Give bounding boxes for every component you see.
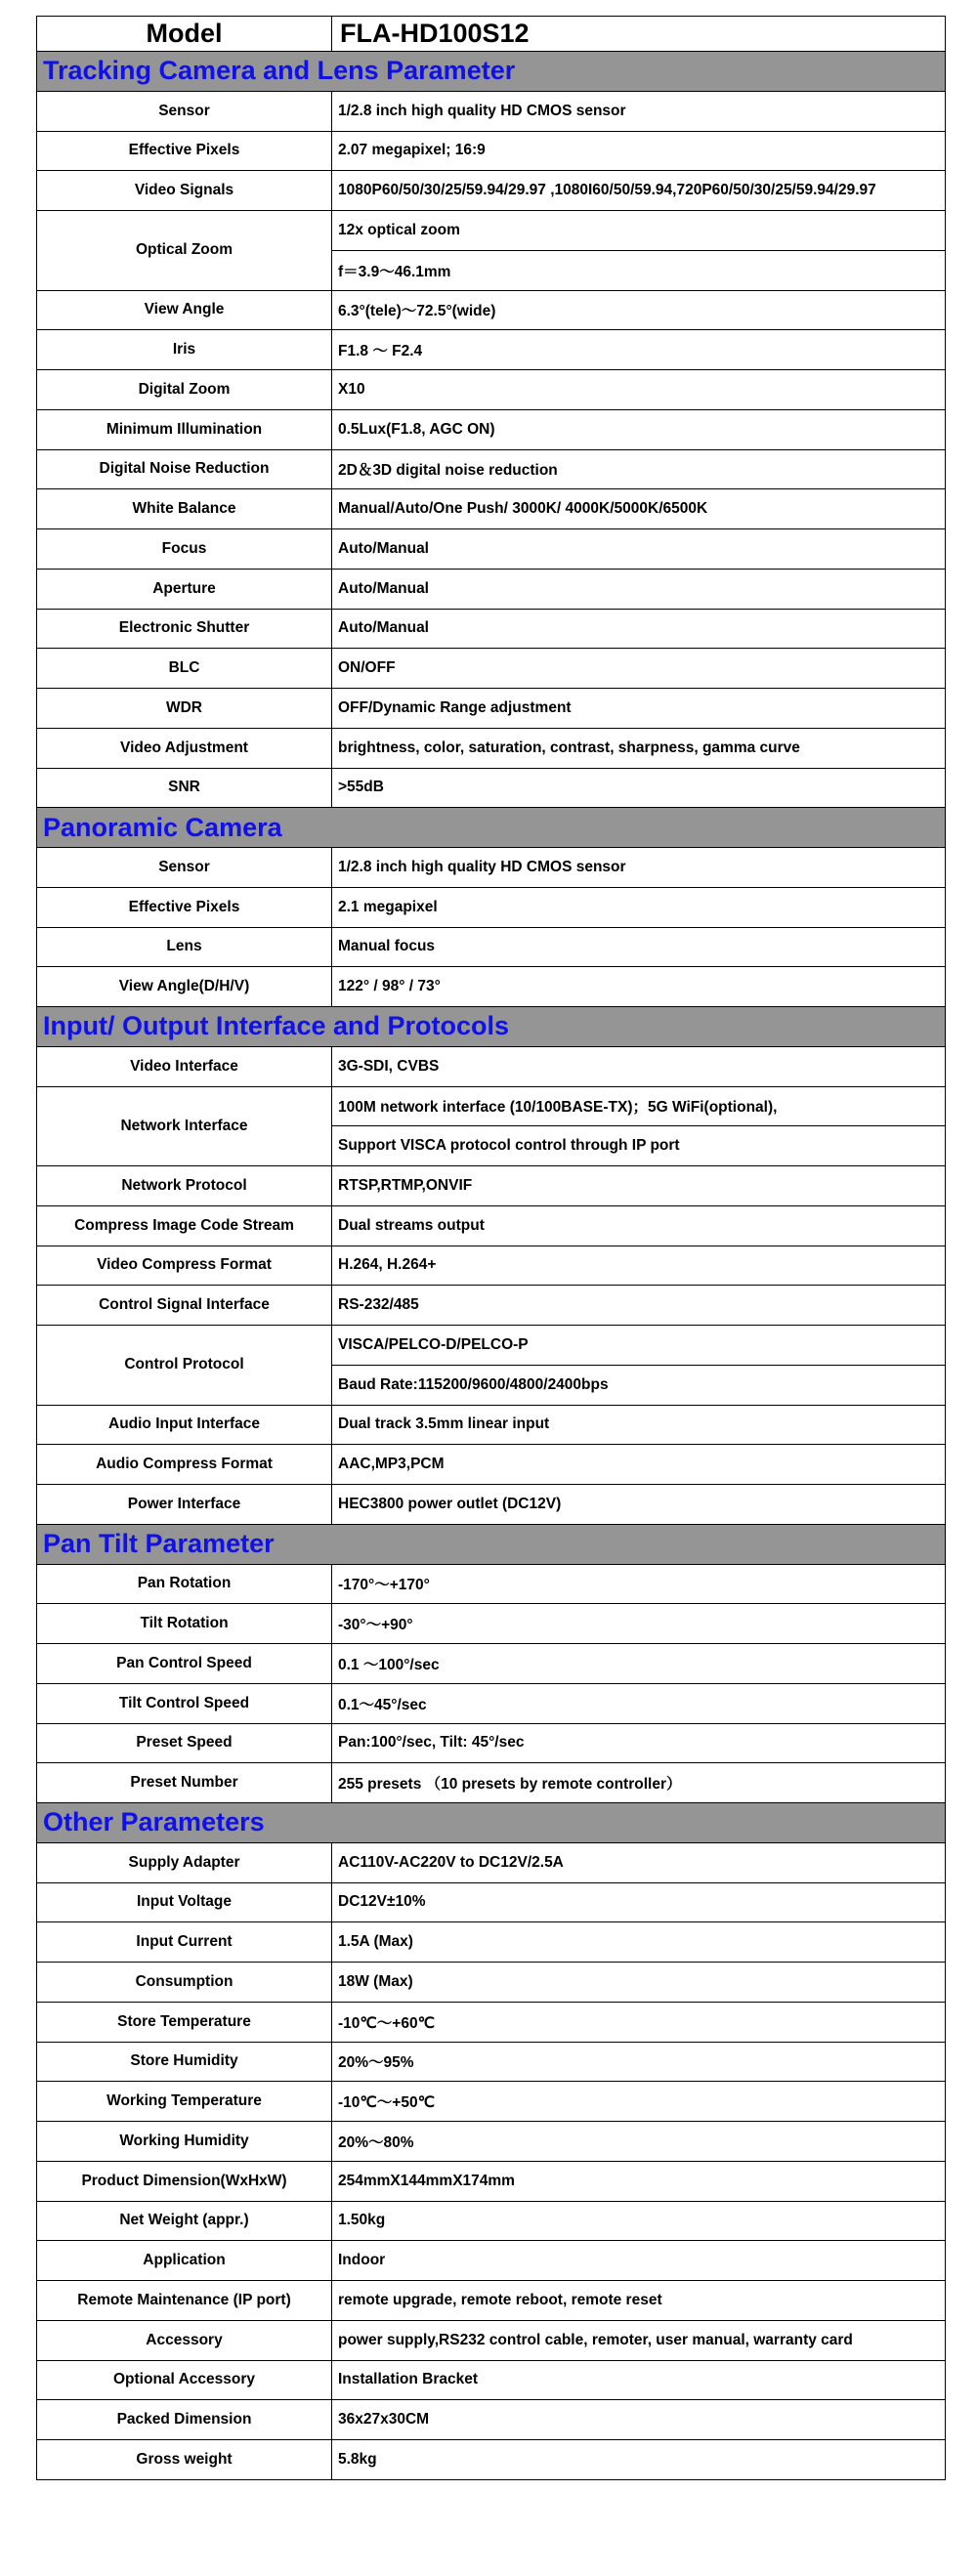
spec-value: Dual streams output <box>332 1205 946 1246</box>
spec-row <box>37 1046 946 1086</box>
spec-label: Accessory <box>37 2320 332 2360</box>
spec-value: X10 <box>332 370 946 410</box>
spec-label: Working Temperature <box>37 2082 332 2122</box>
spec-label: Lens <box>37 927 332 967</box>
section-title: Panoramic Camera <box>37 808 946 848</box>
spec-label: Preset Speed <box>37 1723 332 1763</box>
spec-value: 12x optical zoom <box>332 211 946 251</box>
spec-value: Support VISCA protocol control through IP port <box>332 1126 946 1166</box>
spec-value: 2.07 megapixel; 16:9 <box>332 131 946 171</box>
spec-label: Digital Noise Reduction <box>37 449 332 489</box>
spec-row <box>37 1246 946 1286</box>
spec-value: 0.1 ～100°/sec <box>332 1644 946 1684</box>
section-header <box>37 52 946 92</box>
spec-row <box>37 2042 946 2082</box>
spec-row <box>37 290 946 330</box>
spec-label: Packed Dimension <box>37 2400 332 2440</box>
spec-table <box>36 16 946 2480</box>
spec-row <box>37 2281 946 2321</box>
spec-value: 20%～80% <box>332 2122 946 2162</box>
spec-row <box>37 1086 946 1126</box>
spec-label: Minimum Illumination <box>37 409 332 449</box>
spec-value: -10℃～+60℃ <box>332 2002 946 2042</box>
spec-value: H.264, H.264+ <box>332 1246 946 1286</box>
spec-label: Power Interface <box>37 1485 332 1525</box>
spec-row <box>37 409 946 449</box>
spec-label: Electronic Shutter <box>37 609 332 649</box>
spec-value: brightness, color, saturation, contrast, sharpness, gamma curve <box>332 728 946 768</box>
spec-label: Aperture <box>37 569 332 609</box>
spec-value: f＝3.9～46.1mm <box>332 250 946 290</box>
spec-label: WDR <box>37 689 332 729</box>
spec-value: Dual track 3.5mm linear input <box>332 1405 946 1445</box>
spec-value: -30°～+90° <box>332 1604 946 1644</box>
spec-label: Product Dimension(WxHxW) <box>37 2161 332 2201</box>
spec-value: Manual/Auto/One Push/ 3000K/ 4000K/5000K/6500K <box>332 489 946 529</box>
model-row <box>37 17 946 52</box>
section-title: Other Parameters <box>37 1803 946 1843</box>
spec-row <box>37 649 946 689</box>
spec-value: AAC,MP3,PCM <box>332 1445 946 1485</box>
model-value: FLA-HD100S12 <box>332 17 946 52</box>
spec-label: Network Protocol <box>37 1166 332 1206</box>
spec-value: Auto/Manual <box>332 609 946 649</box>
spec-row <box>37 2440 946 2480</box>
spec-row <box>37 1286 946 1326</box>
spec-label: View Angle(D/H/V) <box>37 967 332 1007</box>
spec-label: Input Current <box>37 1922 332 1963</box>
spec-row <box>37 569 946 609</box>
spec-value: OFF/Dynamic Range adjustment <box>332 689 946 729</box>
spec-row <box>37 2082 946 2122</box>
spec-value: 36x27x30CM <box>332 2400 946 2440</box>
spec-row <box>37 728 946 768</box>
section-header <box>37 1007 946 1047</box>
spec-label: Video Signals <box>37 171 332 211</box>
spec-row <box>37 1723 946 1763</box>
spec-row <box>37 91 946 131</box>
spec-value: 3G-SDI, CVBS <box>332 1046 946 1086</box>
spec-label: Digital Zoom <box>37 370 332 410</box>
spec-value: DC12V±10% <box>332 1882 946 1922</box>
section-title: Tracking Camera and Lens Parameter <box>37 52 946 92</box>
spec-label: Effective Pixels <box>37 131 332 171</box>
spec-label: Supply Adapter <box>37 1842 332 1882</box>
spec-value: 255 presets （10 presets by remote controller） <box>332 1763 946 1803</box>
section-header <box>37 808 946 848</box>
spec-row <box>37 1882 946 1922</box>
spec-row <box>37 370 946 410</box>
spec-value: 0.5Lux(F1.8, AGC ON) <box>332 409 946 449</box>
spec-label: SNR <box>37 768 332 808</box>
spec-row <box>37 1963 946 2003</box>
spec-value: Auto/Manual <box>332 569 946 609</box>
spec-row <box>37 1763 946 1803</box>
spec-row <box>37 1683 946 1723</box>
spec-table-body <box>37 17 946 2480</box>
spec-row <box>37 1485 946 1525</box>
spec-label: Input Voltage <box>37 1882 332 1922</box>
spec-label: Audio Input Interface <box>37 1405 332 1445</box>
spec-value: -10℃～+50℃ <box>332 2082 946 2122</box>
spec-label: Consumption <box>37 1963 332 2003</box>
spec-row <box>37 1166 946 1206</box>
spec-row <box>37 887 946 927</box>
spec-row <box>37 1326 946 1366</box>
spec-label: Control Protocol <box>37 1326 332 1406</box>
spec-label: Focus <box>37 529 332 570</box>
spec-value: 2.1 megapixel <box>332 887 946 927</box>
spec-value: 1.5A (Max) <box>332 1922 946 1963</box>
spec-row <box>37 1205 946 1246</box>
spec-row <box>37 529 946 570</box>
spec-value: >55dB <box>332 768 946 808</box>
spec-value: 20%～95% <box>332 2042 946 2082</box>
spec-row <box>37 768 946 808</box>
spec-label: View Angle <box>37 290 332 330</box>
spec-label: Gross weight <box>37 2440 332 2480</box>
spec-label: BLC <box>37 649 332 689</box>
spec-label: Application <box>37 2241 332 2281</box>
spec-label: Preset Number <box>37 1763 332 1803</box>
spec-row <box>37 1922 946 1963</box>
spec-value: 254mmX144mmX174mm <box>332 2161 946 2201</box>
spec-value: 100M network interface (10/100BASE-TX)；5G WiFi(optional), <box>332 1086 946 1126</box>
model-label: Model <box>37 17 332 52</box>
spec-value: ON/OFF <box>332 649 946 689</box>
spec-row <box>37 689 946 729</box>
spec-row <box>37 848 946 888</box>
spec-value: -170°～+170° <box>332 1564 946 1604</box>
spec-value: VISCA/PELCO-D/PELCO-P <box>332 1326 946 1366</box>
spec-value: power supply,RS232 control cable, remoter, user manual, warranty card <box>332 2320 946 2360</box>
section-title: Pan Tilt Parameter <box>37 1524 946 1564</box>
spec-label: Sensor <box>37 848 332 888</box>
spec-row <box>37 609 946 649</box>
section-header <box>37 1524 946 1564</box>
spec-row <box>37 1445 946 1485</box>
spec-value: 1.50kg <box>332 2201 946 2241</box>
spec-value: 1/2.8 inch high quality HD CMOS sensor <box>332 91 946 131</box>
spec-row <box>37 330 946 370</box>
spec-label: Effective Pixels <box>37 887 332 927</box>
spec-value: Indoor <box>332 2241 946 2281</box>
spec-label: Optional Accessory <box>37 2360 332 2400</box>
section-header <box>37 1803 946 1843</box>
spec-value: RTSP,RTMP,ONVIF <box>332 1166 946 1206</box>
spec-label: Control Signal Interface <box>37 1286 332 1326</box>
spec-label: Tilt Control Speed <box>37 1683 332 1723</box>
spec-row <box>37 489 946 529</box>
spec-row <box>37 2122 946 2162</box>
spec-label: Pan Control Speed <box>37 1644 332 1684</box>
spec-value: 18W (Max) <box>332 1963 946 2003</box>
spec-label: Audio Compress Format <box>37 1445 332 1485</box>
spec-label: Video Compress Format <box>37 1246 332 1286</box>
spec-row <box>37 211 946 251</box>
section-title: Input/ Output Interface and Protocols <box>37 1007 946 1047</box>
spec-row <box>37 449 946 489</box>
spec-row <box>37 2002 946 2042</box>
spec-row <box>37 2320 946 2360</box>
spec-value: 6.3°(tele)～72.5°(wide) <box>332 290 946 330</box>
spec-value: F1.8 ～ F2.4 <box>332 330 946 370</box>
spec-value: 1080P60/50/30/25/59.94/29.97 ,1080I60/50/59.94,720P60/50/30/25/59.94/29.97 <box>332 171 946 211</box>
spec-row <box>37 2201 946 2241</box>
spec-value: Installation Bracket <box>332 2360 946 2400</box>
spec-value: AC110V-AC220V to DC12V/2.5A <box>332 1842 946 1882</box>
spec-value: Pan:100°/sec, Tilt: 45°/sec <box>332 1723 946 1763</box>
spec-row <box>37 967 946 1007</box>
spec-label: Compress Image Code Stream <box>37 1205 332 1246</box>
spec-row <box>37 1644 946 1684</box>
spec-row <box>37 2400 946 2440</box>
spec-label: Store Temperature <box>37 2002 332 2042</box>
spec-row <box>37 2360 946 2400</box>
spec-value: Manual focus <box>332 927 946 967</box>
spec-row <box>37 2241 946 2281</box>
spec-label: Remote Maintenance (IP port) <box>37 2281 332 2321</box>
spec-row <box>37 1564 946 1604</box>
spec-label: White Balance <box>37 489 332 529</box>
spec-label: Network Interface <box>37 1086 332 1166</box>
spec-label: Working Humidity <box>37 2122 332 2162</box>
spec-row <box>37 1842 946 1882</box>
spec-value: 1/2.8 inch high quality HD CMOS sensor <box>332 848 946 888</box>
spec-label: Video Adjustment <box>37 728 332 768</box>
spec-label: Sensor <box>37 91 332 131</box>
spec-value: 5.8kg <box>332 2440 946 2480</box>
spec-row <box>37 927 946 967</box>
spec-value: HEC3800 power outlet (DC12V) <box>332 1485 946 1525</box>
spec-label: Tilt Rotation <box>37 1604 332 1644</box>
spec-row <box>37 2161 946 2201</box>
spec-label: Store Humidity <box>37 2042 332 2082</box>
spec-value: 2D＆3D digital noise reduction <box>332 449 946 489</box>
spec-value: 0.1～45°/sec <box>332 1683 946 1723</box>
spec-value: RS-232/485 <box>332 1286 946 1326</box>
spec-value: 122° / 98° / 73° <box>332 967 946 1007</box>
spec-label: Video Interface <box>37 1046 332 1086</box>
spec-row <box>37 171 946 211</box>
spec-label: Net Weight (appr.) <box>37 2201 332 2241</box>
spec-label: Optical Zoom <box>37 211 332 291</box>
spec-label: Iris <box>37 330 332 370</box>
spec-label: Pan Rotation <box>37 1564 332 1604</box>
spec-row <box>37 131 946 171</box>
spec-value: Auto/Manual <box>332 529 946 570</box>
spec-row <box>37 1405 946 1445</box>
spec-row <box>37 1604 946 1644</box>
spec-value: Baud Rate:115200/9600/4800/2400bps <box>332 1365 946 1405</box>
spec-value: remote upgrade, remote reboot, remote reset <box>332 2281 946 2321</box>
